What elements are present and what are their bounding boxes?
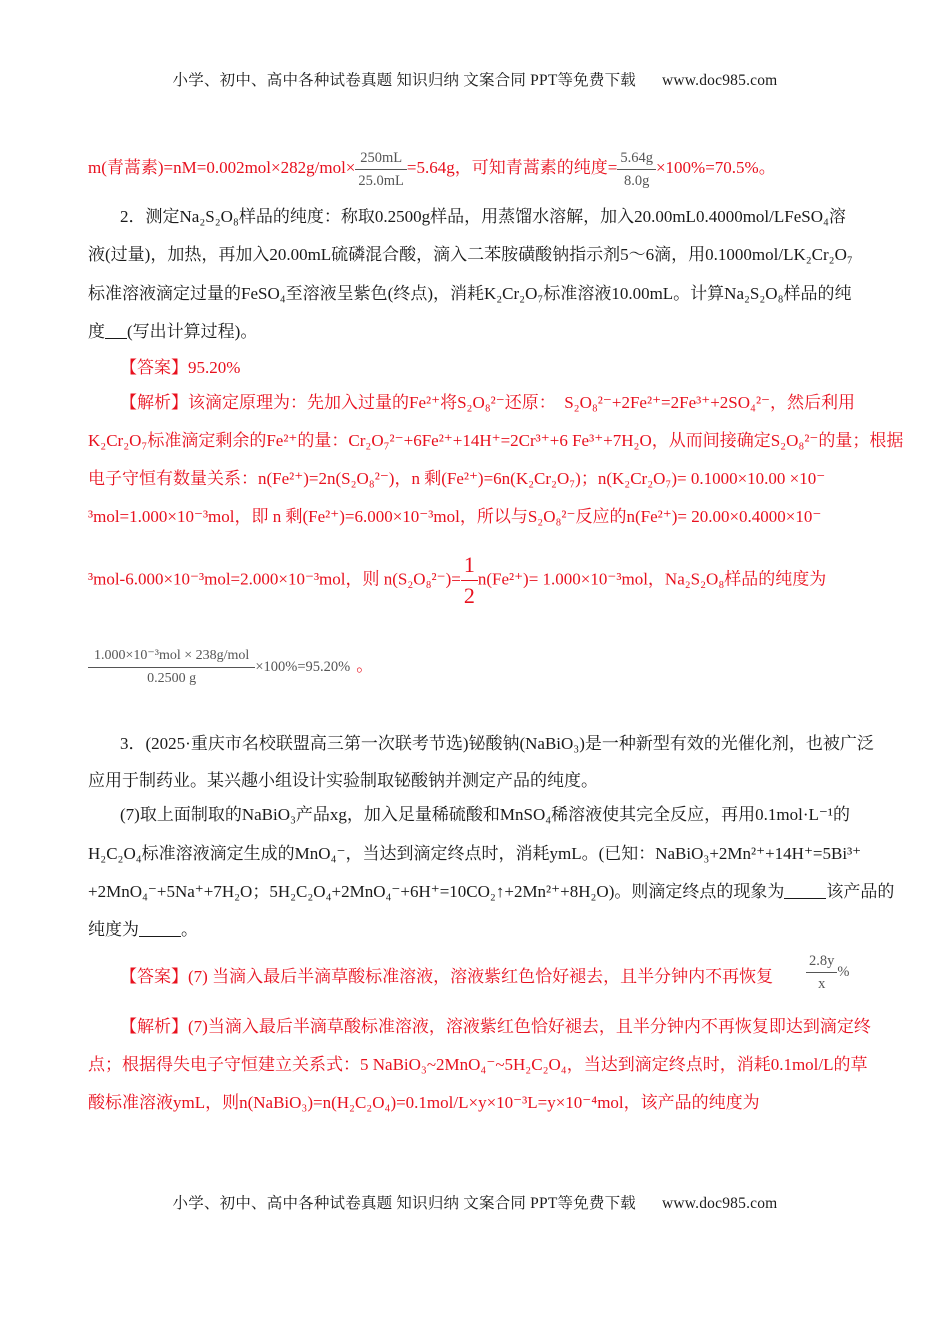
- q2-analysis-line-3: 电子守恒有数量关系：n(Fe²⁺)=2n(S₂O₈²⁻)，n 剩(Fe²⁺)=6n(K₂Cr₂O₇)；n(K₂Cr₂O₇)= 0.1000×10.00 ×10⁻: [88, 469, 826, 488]
- calc-mid: =5.64g，可知青蒿素的纯度=: [406, 158, 618, 177]
- final-purity-tail: ×100%=95.20%: [255, 659, 351, 675]
- q2-final-formula: $\frac{\text{1.000×10⁻³mol × 238g/mol}}{0.2500 g}$ ×100%=95.20% 。: [88, 644, 373, 689]
- page-footer: [0, 1191, 950, 1213]
- header-text: 小学、初中、高中各种试卷真题 知识归纳 文案合同 PPT等免费下载: [172, 72, 636, 89]
- q2-answer: [120, 357, 240, 379]
- purity-fraction: $\frac{5.64g}{8.0g}$: [617, 149, 656, 190]
- q3-line-5: +2MnO₄⁻+5Na⁺+7H₂O；5H₂C₂O₄+2MnO₄⁻+6H⁺=10CO₂↑+2Mn²⁺+8H₂O)。则滴定终点的现象为 该产品的: [88, 882, 895, 901]
- purity-blank: [139, 920, 181, 937]
- q3-line-6: 纯度为 。: [88, 920, 198, 939]
- answer-tag: 【答案】: [120, 358, 188, 377]
- q2-line-4: 度 (写出计算过程)。: [88, 322, 258, 341]
- header-site: www.doc985.com: [661, 72, 778, 89]
- answer-value: (7) 当滴入最后半滴草酸标准溶液，溶液紫红色恰好褪去，且半分钟内不再恢复: [188, 967, 774, 986]
- q3-line-1: 3．(2025·重庆市名校联盟高三第一次联考节选)铋酸钠(NaBiO₃)是一种新型有效的光催化剂，也被广泛: [120, 734, 874, 753]
- q3-answer: [120, 966, 773, 988]
- q3-line-4: H₂C₂O₄标准溶液滴定生成的MnO₄⁻，当达到滴定终点时，消耗ymL。(已知：NaBiO₃+2Mn²⁺+14H⁺=5Bi³⁺: [88, 844, 862, 863]
- q2-analysis-line-2: K₂Cr₂O₇标准滴定剩余的Fe²⁺的量：Cr₂O₇²⁻+6Fe²⁺+14H⁺=2Cr³⁺+6 Fe³⁺+7H₂O，从而间接确定S₂O₈²⁻的量；根据: [88, 431, 904, 450]
- analysis-tag: 【解析】: [120, 1017, 188, 1036]
- footer-text: 小学、初中、高中各种试卷真题 知识归纳 文案合同 PPT等免费下载: [172, 1195, 636, 1212]
- page-header: [0, 68, 950, 90]
- q3-analysis-line-2: 点；根据得失电子守恒建立关系式：5 NaBiO₃~2MnO₄⁻~5H₂C₂O₄，当达到滴定终点时，消耗0.1mol/L的草: [88, 1055, 868, 1074]
- final-purity-fraction: $\frac{\text{1.000×10⁻³mol × 238g/mol}}{0.2500 g}$: [88, 647, 255, 688]
- q2-line-1: 2．测定Na₂S₂O₈样品的纯度：称取0.2500g样品，用蒸馏水溶解，加入20.00mL0.4000mol/LFeSO₄溶: [120, 207, 846, 226]
- q3-line-3: (7)取上面制取的NaBiO₃产品xg，加入足量稀硫酸和MnSO₄稀溶液使其完全反应，再用0.1mol·L⁻¹的: [120, 805, 850, 824]
- half-fraction: $\frac{1}{2}$: [461, 552, 478, 609]
- q2-analysis-line-5: ³mol-6.000×10⁻³mol=2.000×10⁻³mol，则 n(S₂O₈²⁻)= $\frac{1}{2}$ n(Fe²⁺)= 1.000×10⁻³mol，Na₂S₂O₈样品的纯度为: [88, 552, 827, 608]
- calc-suffix: ×100%=70.5%。: [655, 158, 776, 177]
- answer-tag: 【答案】: [120, 967, 188, 986]
- purity-line-1: [88, 148, 776, 190]
- q3-line-2: 应用于制药业。某兴趣小组设计实验制取铋酸钠并测定产品的纯度。: [88, 771, 598, 790]
- volume-fraction: $\frac{250mL}{25.0mL}$: [355, 149, 407, 190]
- q2-line-2: 液(过量)，加热，再加入20.00mL硫磷混合酸，滴入二苯胺磺酸钠指示剂5～6滴，用0.1000mol/LK₂Cr₂O₇: [88, 245, 853, 264]
- footer-site: www.doc985.com: [661, 1195, 778, 1212]
- answer-blank: [105, 322, 127, 339]
- answer-value: 95.20%: [188, 358, 241, 377]
- analysis-tag: 【解析】: [120, 393, 188, 412]
- calc-prefix: m(青蒿素)=nM=0.002mol×282g/mol×: [88, 158, 356, 177]
- q3-analysis-line-3: 酸标准溶液ymL，则n(NaBiO₃)=n(H₂C₂O₄)=0.1mol/L×y×10⁻³L=y×10⁻⁴mol，该产品的纯度为: [88, 1093, 760, 1112]
- q2-analysis-line-1: 【解析】该滴定原理为：先加入过量的Fe²⁺将S₂O₈²⁻还原： S₂O₈²⁻+2Fe²⁺=2Fe³⁺+2SO₄²⁻，然后利用: [120, 393, 856, 412]
- q3-answer-fraction: $\frac{2.8y}{x}$ %: [806, 952, 849, 993]
- q2-analysis-line-4: ³mol=1.000×10⁻³mol，即 n 剩(Fe²⁺)=6.000×10⁻³mol，所以与S₂O₈²⁻反应的n(Fe²⁺)= 20.00×0.4000×10⁻: [88, 507, 822, 526]
- q3-analysis-line-1: 【解析】(7)当滴入最后半滴草酸标准溶液，溶液紫红色恰好褪去，且半分钟内不再恢复即达到滴定终: [120, 1017, 871, 1036]
- endpoint-blank: [784, 882, 826, 899]
- q2-line-3: 标准溶液滴定过量的FeSO₄至溶液呈紫色(终点)，消耗K₂Cr₂O₇标准溶液10.00mL。计算Na₂S₂O₈样品的纯: [88, 284, 852, 303]
